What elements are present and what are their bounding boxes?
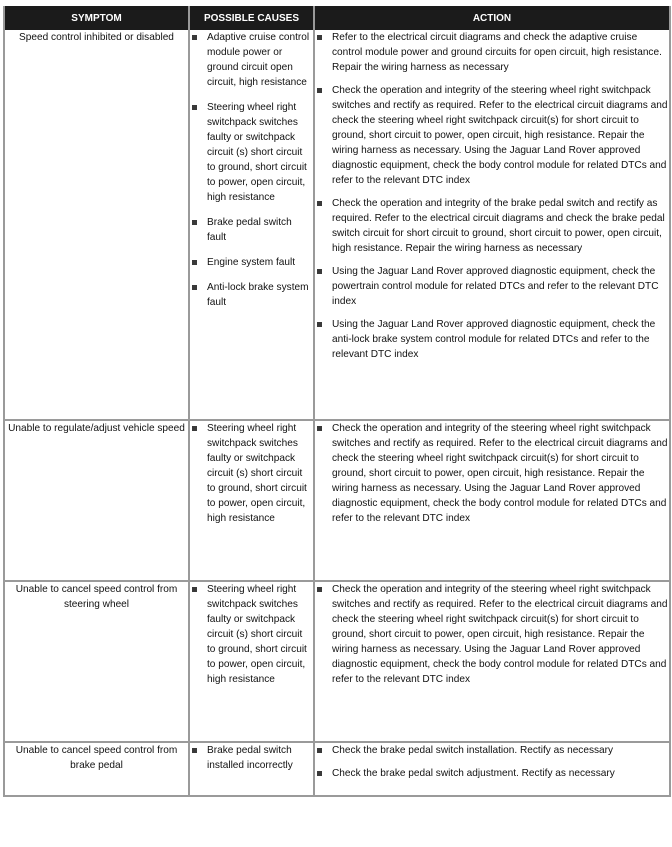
actions-list xyxy=(315,30,669,362)
actions-list xyxy=(315,743,669,781)
bullet-icon xyxy=(317,322,322,327)
causes-cell xyxy=(189,742,314,796)
action-item xyxy=(315,582,669,687)
symptom-cell: Unable to regulate/adjust vehicle speed xyxy=(4,420,189,581)
causes-cell xyxy=(189,581,314,742)
action-item xyxy=(315,743,669,758)
action-text: Check the operation and integrity of the brake pedal switch and rectify as required. Refer to the electrical circuit diagrams and check the brake pedal switch circuit for short circuit to ground, short circuit to power, open circuit, high resistance. Repair the wiring harness as necessary xyxy=(332,198,665,254)
action-item xyxy=(315,766,669,781)
table-row xyxy=(4,30,670,420)
actions-cell xyxy=(314,420,670,581)
bullet-icon xyxy=(317,88,322,93)
symptom-cell: Unable to cancel speed control from brake pedal xyxy=(4,742,189,796)
action-item xyxy=(315,421,669,526)
actions-list xyxy=(315,421,669,526)
action-text: Check the operation and integrity of the steering wheel right switchpack switches and rectify as required. Refer to the electrical circuit diagrams and check the steering wheel right switchpack circuit(s) for short circuit to ground, short circuit to power, open circuit, high resistance. Repair the wiring harness as necessary. Using the Jaguar Land Rover approved diagnostic equipment, check the body control module for related DTCs and refer to the relevant DTC index xyxy=(332,584,668,685)
actions-cell xyxy=(314,581,670,742)
bullet-icon xyxy=(317,35,322,40)
action-text: Check the brake pedal switch installation. Rectify as necessary xyxy=(332,745,614,756)
action-item xyxy=(315,30,669,75)
bullet-icon xyxy=(317,426,322,431)
cause-item xyxy=(190,30,313,90)
action-item xyxy=(315,83,669,188)
action-text: Refer to the electrical circuit diagrams and check the adaptive cruise control module power and ground circuits for open circuit, high resistance. Repair the wiring harness as necessary xyxy=(332,32,662,73)
cause-text: Brake pedal switch installed incorrectly xyxy=(207,745,293,771)
diagnostic-table xyxy=(3,6,671,797)
action-item xyxy=(315,264,669,309)
cause-item xyxy=(190,582,313,687)
action-item xyxy=(315,317,669,362)
causes-cell xyxy=(189,420,314,581)
action-text: Check the operation and integrity of the steering wheel right switchpack switches and rectify as required. Refer to the electrical circuit diagrams and check the steering wheel right switchpack circuit(s) for short circuit to ground, short circuit to power, open circuit, high resistance. Repair the wiring harness as necessary. Using the Jaguar Land Rover approved diagnostic equipment, check the body control module for related DTCs and refer to the relevant DTC index xyxy=(332,423,668,524)
cause-text: Steering wheel right switchpack switches faulty or switchpack circuit (s) short circuit to ground, short circuit to power, open circuit, high resistance xyxy=(207,102,307,203)
header-possible-causes: POSSIBLE CAUSES xyxy=(189,6,314,30)
action-item xyxy=(315,196,669,256)
cause-text: Steering wheel right switchpack switches faulty or switchpack circuit (s) short circuit to ground, short circuit to power, open circuit, high resistance xyxy=(207,423,307,524)
action-text: Using the Jaguar Land Rover approved diagnostic equipment, check the powertrain control module for related DTCs and refer to the relevant DTC index xyxy=(332,266,659,307)
cause-text: Adaptive cruise control module power or ground circuit open circuit, high resistance xyxy=(207,32,310,88)
action-text: Check the brake pedal switch adjustment. Rectify as necessary xyxy=(332,768,615,779)
bullet-icon xyxy=(192,35,197,40)
bullet-icon xyxy=(192,748,197,753)
cause-text: Steering wheel right switchpack switches faulty or switchpack circuit (s) short circuit to ground, short circuit to power, open circuit, high resistance xyxy=(207,584,307,685)
actions-cell xyxy=(314,30,670,420)
cause-text: Anti-lock brake system fault xyxy=(207,282,309,308)
causes-cell xyxy=(189,30,314,420)
actions-list xyxy=(315,582,669,687)
cause-item xyxy=(190,215,313,245)
bullet-icon xyxy=(192,285,197,290)
bullet-icon xyxy=(192,426,197,431)
cause-text: Brake pedal switch fault xyxy=(207,217,292,243)
header-symptom: SYMPTOM xyxy=(4,6,189,30)
causes-list xyxy=(190,421,313,526)
bullet-icon xyxy=(192,587,197,592)
cause-text: Engine system fault xyxy=(207,257,296,268)
symptom-cell: Unable to cancel speed control from steering wheel xyxy=(4,581,189,742)
bullet-icon xyxy=(317,748,322,753)
actions-cell xyxy=(314,742,670,796)
bullet-icon xyxy=(317,269,322,274)
bullet-icon xyxy=(317,771,322,776)
table-row xyxy=(4,581,670,742)
symptom-cell: Speed control inhibited or disabled xyxy=(4,30,189,420)
bullet-icon xyxy=(192,220,197,225)
action-text: Check the operation and integrity of the steering wheel right switchpack switches and rectify as required. Refer to the electrical circuit diagrams and check the steering wheel right switchpack circuit(s) for short circuit to ground, short circuit to power, open circuit, high resistance. Repair the wiring harness as necessary. Using the Jaguar Land Rover approved diagnostic equipment, check the body control module for related DTCs and refer to the relevant DTC index xyxy=(332,85,668,186)
causes-list xyxy=(190,582,313,687)
cause-item xyxy=(190,255,313,270)
causes-list xyxy=(190,743,313,773)
bullet-icon xyxy=(317,587,322,592)
cause-item xyxy=(190,100,313,205)
table-row xyxy=(4,420,670,581)
header-action: ACTION xyxy=(314,6,670,30)
header-row xyxy=(4,6,670,30)
cause-item xyxy=(190,743,313,773)
bullet-icon xyxy=(317,201,322,206)
bullet-icon xyxy=(192,260,197,265)
action-text: Using the Jaguar Land Rover approved diagnostic equipment, check the anti-lock brake system control module for related DTCs and refer to the relevant DTC index xyxy=(332,319,656,360)
causes-list xyxy=(190,30,313,310)
cause-item xyxy=(190,421,313,526)
bullet-icon xyxy=(192,105,197,110)
table-row xyxy=(4,742,670,796)
cause-item xyxy=(190,280,313,310)
